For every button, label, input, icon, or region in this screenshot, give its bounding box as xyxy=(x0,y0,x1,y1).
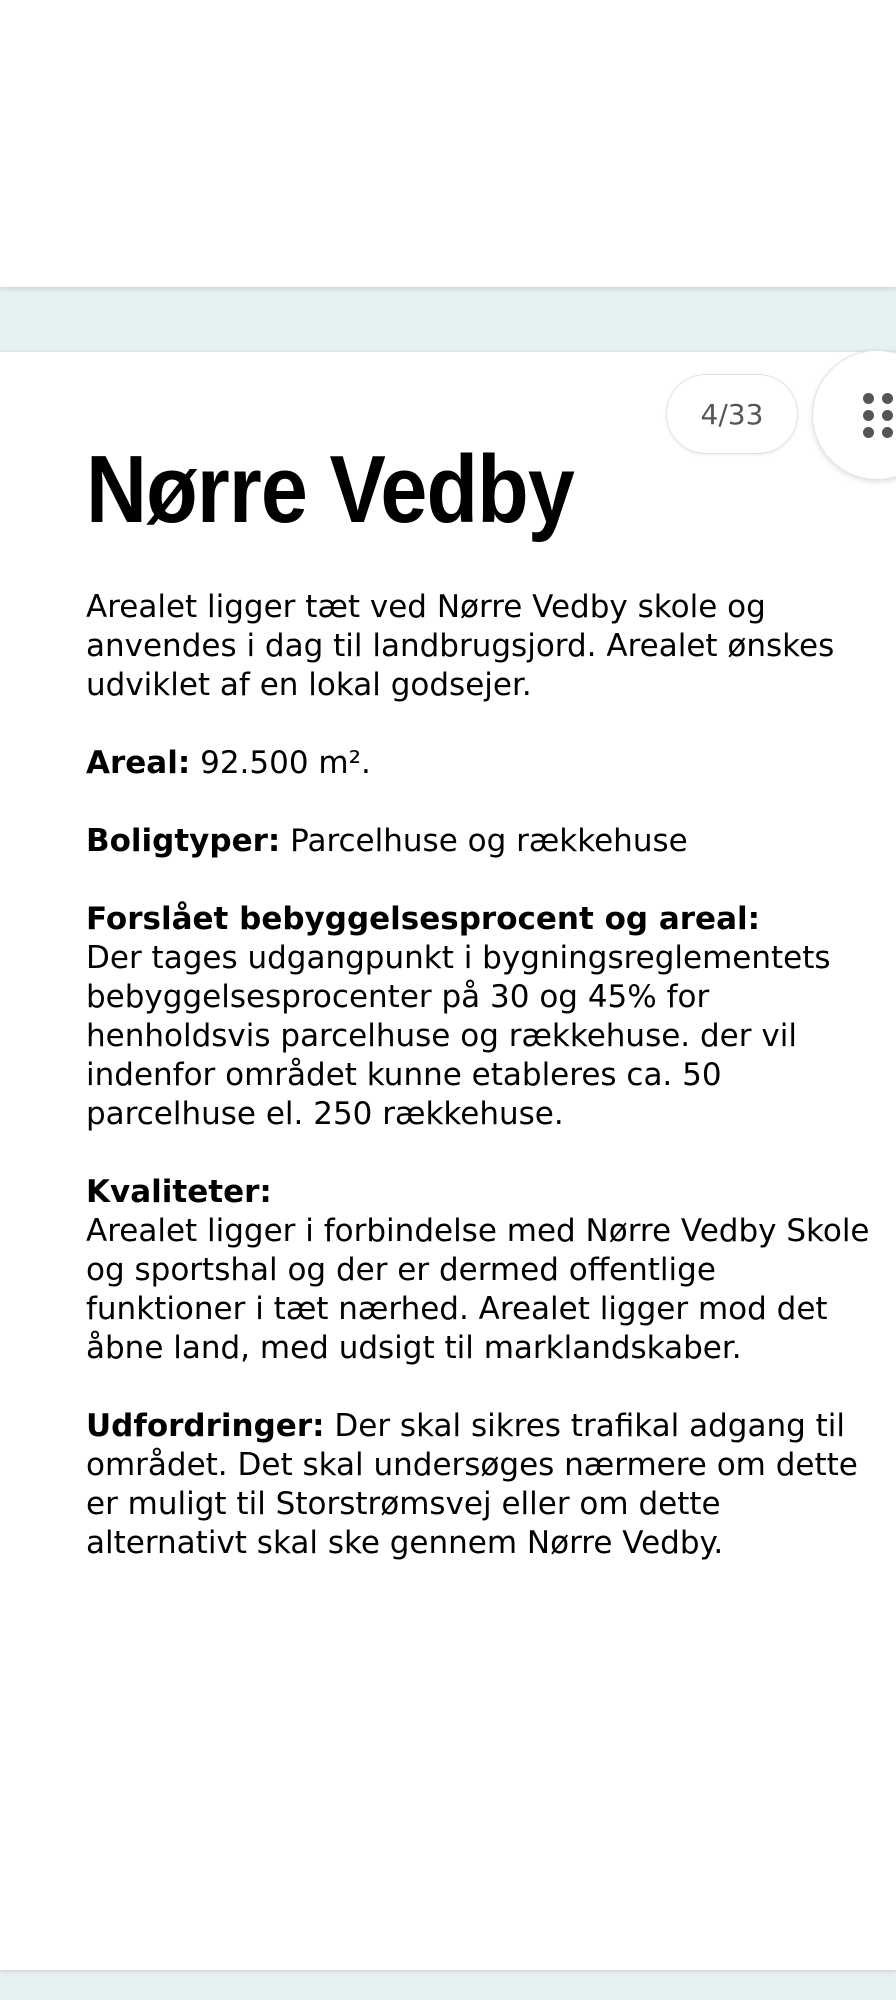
page-content xyxy=(86,436,876,1602)
intro-paragraph: Arealet ligger tæt ved Nørre Vedby skole og anvendes i dag til landbrugsjord. Arealet ønskes udviklet af en lokal godsejer. xyxy=(86,589,835,703)
section-bebyggelsesprocent xyxy=(86,900,876,1134)
section-boligtyper xyxy=(86,822,876,861)
section-text: Arealet ligger i forbindelse med Nørre Vedby Skole og sportshal og der er dermed offentlige funktioner i tæt nærhed. Arealet ligger mod det åbne land, med udsigt til marklandskaber. xyxy=(86,1213,870,1366)
page-counter: 4/33 xyxy=(666,374,798,454)
section-label: Boligtyper: xyxy=(86,823,281,859)
previous-page xyxy=(0,0,896,287)
section-label: Kvaliteter: xyxy=(86,1174,272,1210)
section-label: Areal: xyxy=(86,745,191,781)
section-text: Parcelhuse og rækkehuse xyxy=(290,823,688,859)
page-title: Nørre Vedby xyxy=(86,436,575,543)
section-areal xyxy=(86,744,876,783)
section-kvaliteter xyxy=(86,1173,876,1368)
section-text: Der tages udgangpunkt i bygningsreglementets bebyggelsesprocenter på 30 og 45% for henholdsvis parcelhuse og rækkehuse. der vil indenfor området kunne etableres ca. 50 parcelhuse el. 250 rækkehuse. xyxy=(86,940,831,1132)
section-text: Der skal sikres trafikal adgang til området. Det skal undersøges nærmere om dette er muligt til Storstrømsvej eller om dette alternativt skal ske gennem Nørre Vedby. xyxy=(86,1408,858,1561)
section-label: Forslået bebyggelsesprocent og areal: xyxy=(86,901,761,937)
section-label: Udfordringer: xyxy=(86,1408,325,1444)
section-text: 92.500 m². xyxy=(200,745,371,781)
section-udfordringer xyxy=(86,1407,876,1563)
grid-dots-icon xyxy=(863,393,893,439)
